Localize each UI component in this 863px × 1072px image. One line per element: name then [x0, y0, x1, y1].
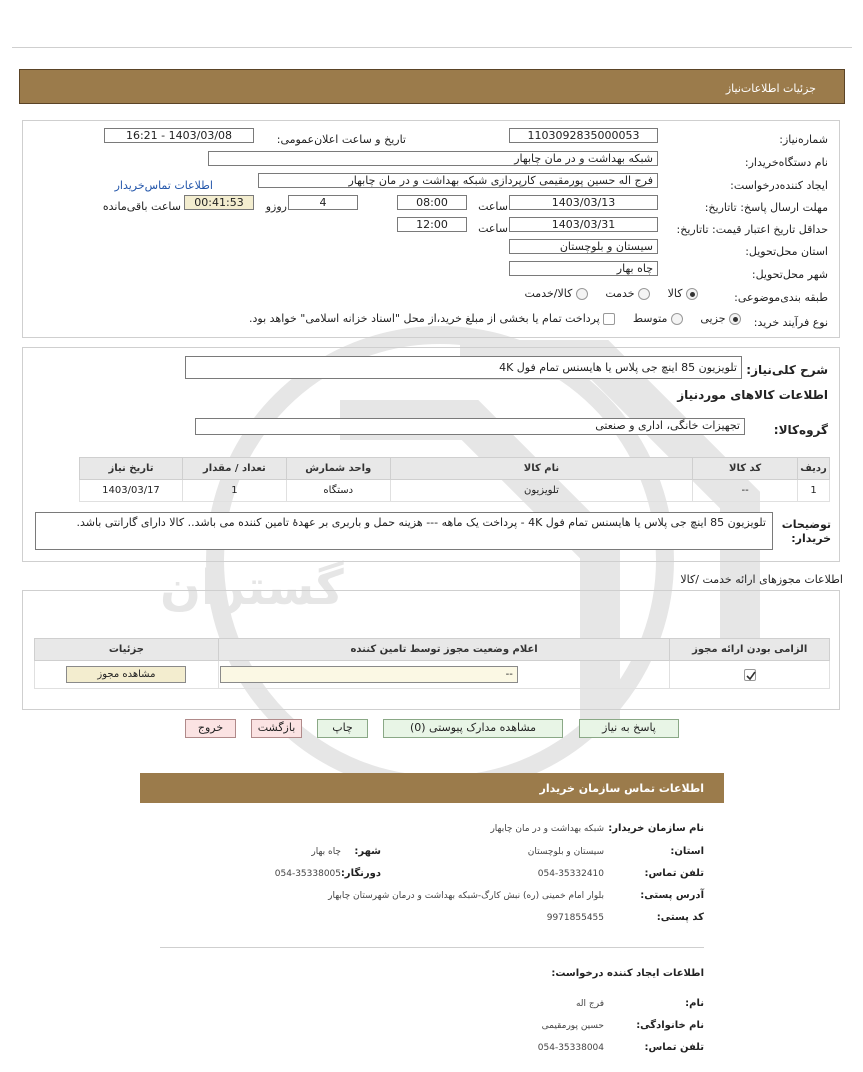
cell-qty: 1 [182, 480, 286, 502]
process-label: نوع فرآیند خرید: [753, 316, 828, 329]
summary-label: شرح کلی‌نیاز: [746, 363, 828, 377]
creator-field: فرج اله حسین پورمقیمی کارپردازی شبکه بهداشت و در مان چابهار [258, 173, 658, 188]
creator-label: ایجاد کننده‌درخواست: [730, 179, 828, 192]
contact-city-value: چاه بهار [311, 847, 341, 857]
requester-family-label: نام خانوادگی: [636, 1020, 704, 1031]
contact-province-label: استان: [670, 846, 704, 857]
contact-address-label: آدرس پستی: [640, 890, 704, 901]
contact-province-value: سیستان و بلوچستان [527, 847, 604, 857]
cell-code: -- [693, 480, 798, 502]
requester-family-value: حسین پورمقیمی [541, 1021, 604, 1031]
buyer-org-label: نام دستگاه‌خریدار: [744, 156, 828, 169]
process-medium-label: متوسط [632, 312, 668, 325]
requester-title: اطلاعات ایجاد کننده درخواست: [551, 968, 704, 979]
top-divider [12, 47, 852, 48]
col-date: تاریخ نیاز [80, 458, 183, 480]
city-label: شهر محل‌تحویل: [751, 268, 828, 281]
contact-postal-label: کد پستی: [656, 912, 704, 923]
watermark-text: گستران [160, 560, 344, 616]
contact-header [140, 773, 724, 803]
col-unit: واحد شمارش [286, 458, 390, 480]
contact-address-value: بلوار امام خمینی (ره) نبش کارگ-شبکه بهداشت و درمان شهرستان چابهار [328, 891, 604, 901]
province-label: استان محل‌تحویل: [745, 245, 828, 258]
permit-status-field: -- [220, 666, 518, 683]
table-row [35, 661, 830, 689]
validity-label: حداقل تاریخ اعتبار قیمت: تاتاریخ: [676, 223, 828, 236]
need-number-field: 1103092835000053 [509, 128, 658, 143]
category-options [525, 287, 699, 300]
col-name: نام کالا [390, 458, 692, 480]
goods-table-header [80, 458, 830, 480]
contact-org-label: نام سازمان خریدار: [608, 823, 704, 834]
city-field: چاه بهار [509, 261, 658, 276]
goods-group-label: گروه‌کالا: [773, 423, 828, 437]
permits-table [34, 638, 830, 689]
back-button[interactable]: بازگشت [251, 719, 302, 738]
deadline-time-label: ساعت [478, 200, 508, 213]
process-radio-minor[interactable] [729, 313, 741, 325]
contact-fax-label: دورنگار: [340, 868, 381, 879]
permits-table-header [35, 639, 830, 661]
days-label: روزو [265, 200, 287, 213]
table-row [80, 480, 830, 502]
process-minor-label: جزیی [700, 312, 726, 325]
contact-city-label: شهر: [354, 846, 381, 857]
page-header [19, 69, 845, 104]
category-label: طبقه بندی‌موضوعی: [734, 291, 828, 304]
attachments-button[interactable]: مشاهده مدارک پیوستی (0) [383, 719, 563, 738]
print-button[interactable]: چاپ [317, 719, 368, 738]
permits-title: اطلاعات مجوزهای ارائه خدمت /کالا [680, 573, 843, 586]
province-field: سیستان و بلوچستان [509, 239, 658, 254]
exit-button[interactable]: خروج [185, 719, 236, 738]
cell-name: تلویزیون [390, 480, 692, 502]
permit-required-checkbox[interactable] [744, 669, 756, 681]
category-both-label: کالا/خدمت [524, 287, 573, 300]
contact-phone-value: 054-35332410 [537, 869, 604, 879]
check-icon [746, 671, 756, 681]
col-permit-status: اعلام وضعیت مجوز توسط تامین کننده [218, 639, 670, 661]
permit-status-cell [218, 661, 670, 689]
col-permit-details: جزئیات [35, 639, 219, 661]
contact-phone-label: تلفن تماس: [644, 868, 704, 879]
category-radio-goods[interactable] [686, 288, 698, 300]
need-number-label: شماره‌نیاز: [779, 133, 828, 146]
col-qty: تعداد / مقدار [182, 458, 286, 480]
validity-time-label: ساعت [478, 222, 508, 235]
goods-group-field: تجهیزات خانگی، اداری و صنعتی [195, 418, 745, 435]
goods-info-title: اطلاعات کالاهای موردنیاز [677, 388, 828, 402]
requester-phone-value: 054-35338004 [537, 1043, 604, 1053]
category-goods-label: کالا [667, 287, 683, 300]
deadline-date-field: 1403/03/13 [509, 195, 658, 210]
process-radio-medium[interactable] [671, 313, 683, 325]
col-permit-required: الزامی بودن ارائه مجوز [670, 639, 830, 661]
announce-field: 1403/03/08 - 16:21 [104, 128, 254, 143]
treasury-checkbox[interactable] [603, 313, 615, 325]
category-service-label: خدمت [605, 287, 635, 300]
days-field: 4 [288, 195, 358, 210]
reply-button[interactable]: پاسخ به نیاز [579, 719, 679, 738]
buyer-contact-link[interactable]: اطلاعات تماس‌خریدار [114, 179, 213, 192]
remaining-time-field: 00:41:53 [184, 195, 254, 210]
validity-time-field: 12:00 [397, 217, 467, 232]
deadline-time-field: 08:00 [397, 195, 467, 210]
permit-required-cell [670, 661, 830, 689]
requester-phone-label: تلفن تماس: [644, 1042, 704, 1053]
page-title: جزئیات اطلاعات‌نیاز [725, 82, 816, 95]
cell-date: 1403/03/17 [80, 480, 183, 502]
treasury-note: پرداخت تمام یا بخشی از مبلغ خرید،از محل "اسناد خزانه اسلامی" خواهد بود. [249, 312, 600, 325]
buyer-desc-field: تلویزیون 85 اینچ جی پلاس یا هایسنس تمام فول 4K - پرداخت یک ماهه --- هزینه حمل و باربری بر عهدهٔ تامین کننده می باشد.. کالا دارای گارانتی باشد. [35, 512, 773, 550]
validity-date-field: 1403/03/31 [509, 217, 658, 232]
buyer-desc-label: توضیحات خریدار: [781, 518, 831, 545]
col-row: ردیف [798, 458, 830, 480]
remaining-label: ساعت باقی‌مانده [102, 200, 181, 213]
contact-fax-value: 054-35338005 [274, 869, 341, 879]
contact-title: اطلاعات تماس سازمان خریدار [539, 782, 704, 795]
announce-label: تاریخ و ساعت اعلان‌عمومی: [276, 133, 406, 146]
col-code: کد کالا [693, 458, 798, 480]
goods-table [79, 457, 830, 502]
view-permit-button[interactable]: مشاهده مجوز [66, 666, 186, 683]
requester-name-value: فرج اله [575, 999, 604, 1009]
requester-name-label: نام: [685, 998, 704, 1009]
contact-org-value: شبکه بهداشت و در مان چابهار [490, 824, 604, 834]
summary-field: تلویزیون 85 اینچ جی پلاس یا هایسنس تمام فول 4K [185, 356, 742, 379]
deadline-label: مهلت ارسال پاسخ: تاتاریخ: [704, 201, 828, 214]
cell-row: 1 [798, 480, 830, 502]
buyer-org-field: شبکه بهداشت و در مان چابهار [208, 151, 658, 166]
cell-unit: دستگاه [286, 480, 390, 502]
permit-details-cell [35, 661, 219, 689]
contact-divider [160, 947, 704, 948]
contact-postal-value: 9971855455 [546, 913, 604, 923]
process-options [249, 312, 741, 325]
category-radio-both[interactable] [576, 288, 588, 300]
category-radio-service[interactable] [638, 288, 650, 300]
